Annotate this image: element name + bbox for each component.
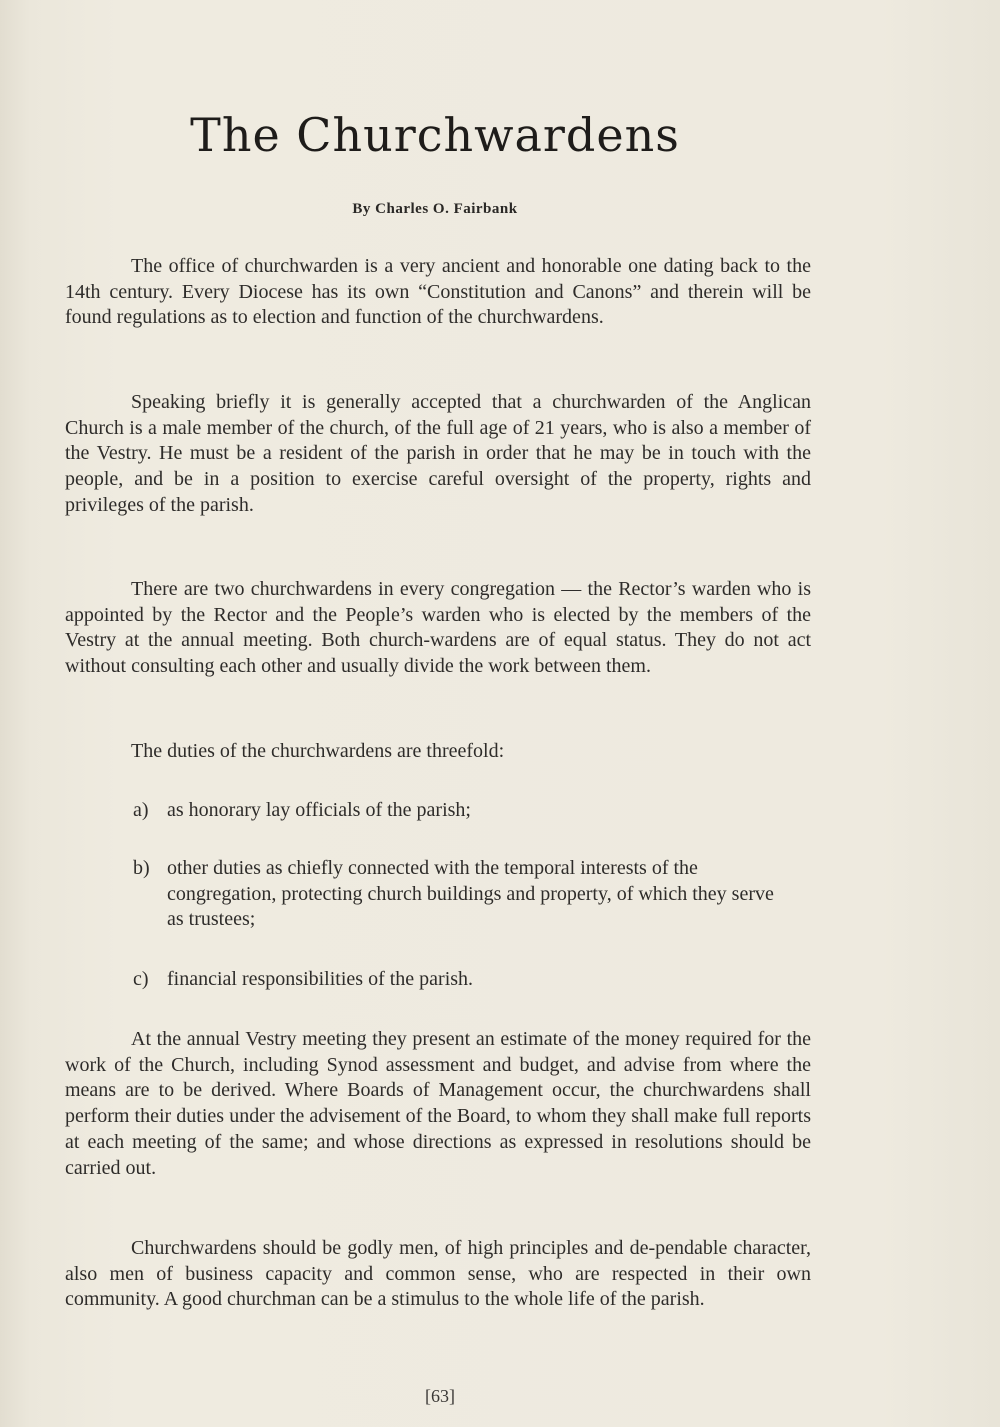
list-text: other duties as chiefly connected with the temporal interests of the congregation, protecting church buildings and property, of which they serve as trustees; <box>167 857 774 931</box>
page-number: [63] <box>425 1386 455 1406</box>
paragraph-definition <box>65 390 811 519</box>
article-title: The Churchwardens <box>190 108 680 162</box>
list-text: as honorary lay officials of the parish; <box>167 799 471 821</box>
duty-item-a <box>133 798 793 824</box>
paragraph-character <box>65 1236 811 1313</box>
paragraph-text: Churchwardens should be godly men, of high principles and de-pendable character, also men of business capacity and common sense, who are respected in their own community. A good churchman can be a stimulus to the whole life of the parish. <box>65 1237 811 1311</box>
article-byline: By Charles O. Fairbank <box>352 201 518 217</box>
paragraph-vestry-meeting <box>65 1027 811 1181</box>
paragraph-intro <box>65 254 811 331</box>
list-marker: a) <box>133 799 149 821</box>
list-marker: c) <box>133 968 149 990</box>
duties-intro: The duties of the churchwardens are threefold: <box>131 740 505 762</box>
paragraph-text: There are two churchwardens in every congregation — the Rector’s warden who is appointed by the Rector and the People’s warden who is elected by the members of the Vestry at the annual meeting. Both church-wardens are of equal status. They do not act without consulting each other and usually divide the work between them. <box>65 578 811 678</box>
paragraph-two-wardens <box>65 577 811 680</box>
paragraph-text: At the annual Vestry meeting they present an estimate of the money required for the work of the Church, including Synod assessment and budget, and advise from where the means are to be derived. Where Boards of Management occur, the churchwardens shall perform their duties under the advisement of the Board, to whom they shall make full reports at each meeting of the same; and whose directions as expressed in resolutions should be carried out. <box>65 1028 811 1179</box>
list-marker: b) <box>133 857 150 879</box>
paragraph-text: The office of churchwarden is a very ancient and honorable one dating back to the 14th century. Every Diocese has its own “Constitution and Canons” and therein will be found regulations as to election and function of the churchwardens. <box>65 255 811 329</box>
duty-item-c <box>133 967 793 993</box>
paragraph-text: Speaking briefly it is generally accepted that a churchwarden of the Anglican Church is a male member of the church, of the full age of 21 years, who is also a member of the Vestry. He must be a resident of the parish in order that he may be in touch with the people, and be in a position to exercise careful oversight of the property, rights and privileges of the parish. <box>65 391 811 516</box>
list-text: financial responsibilities of the parish. <box>167 968 474 990</box>
duty-item-b <box>133 856 793 933</box>
